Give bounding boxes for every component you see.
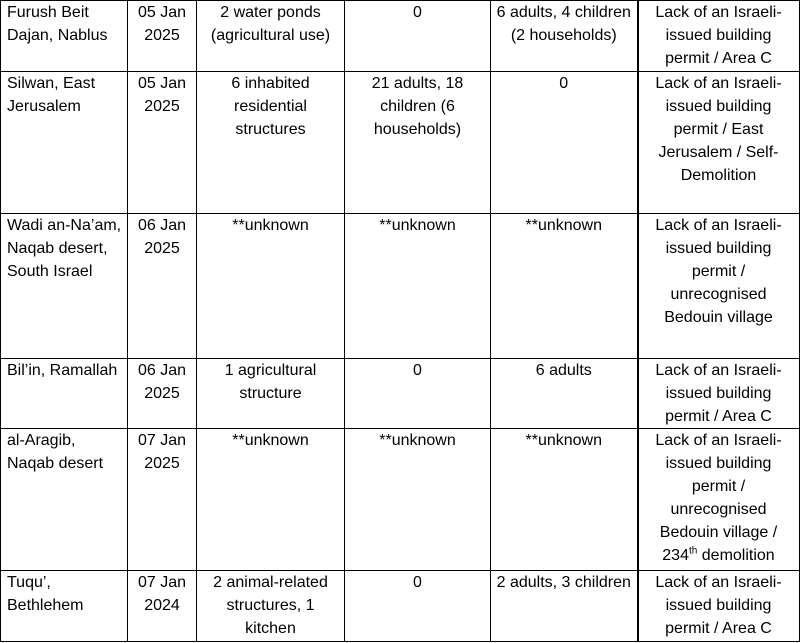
displaced-cell: 0 xyxy=(345,359,491,429)
structures-cell: **unknown xyxy=(197,214,345,359)
table-row xyxy=(1,214,800,359)
structures-cell: 1 agricultural structure xyxy=(197,359,345,429)
displaced-cell: **unknown xyxy=(345,429,491,571)
displaced-cell: 0 xyxy=(345,1,491,72)
date-cell: 07 Jan 2025 xyxy=(128,429,197,571)
date-cell: 07 Jan 2024 xyxy=(128,571,197,642)
table-row xyxy=(1,571,800,642)
structures-cell: 2 animal-related structures, 1 kitchen xyxy=(197,571,345,642)
reason-ordinal-suffix: th xyxy=(688,545,698,557)
date-cell: 05 Jan 2025 xyxy=(128,1,197,72)
reason-text: Lack of an Israeli-issued building permit / unrecognised Bedouin village / xyxy=(655,432,782,541)
reason-cell: Lack of an Israeli-issued building permit / East Jerusalem / Self-Demolition xyxy=(638,72,800,214)
affected-cell: 2 adults, 3 children xyxy=(491,571,638,642)
table-row xyxy=(1,359,800,429)
date-cell: 06 Jan 2025 xyxy=(128,359,197,429)
date-cell: 06 Jan 2025 xyxy=(128,214,197,359)
location-cell: Bil’in, Ramallah xyxy=(1,359,128,429)
displaced-cell: **unknown xyxy=(345,214,491,359)
reason-cell: Lack of an Israeli-issued building permit / Area C xyxy=(638,571,800,642)
structures-cell: **unknown xyxy=(197,429,345,571)
location-cell: Tuqu’, Bethlehem xyxy=(1,571,128,642)
displaced-cell: 0 xyxy=(345,571,491,642)
reason-cell: Lack of an Israeli-issued building permit / Area C xyxy=(638,1,800,72)
affected-cell: 6 adults, 4 children (2 households) xyxy=(491,1,638,72)
location-cell: Furush Beit Dajan, Nablus xyxy=(1,1,128,72)
location-cell: al-Aragib, Naqab desert xyxy=(1,429,128,571)
structures-cell: 2 water ponds (agricultural use) xyxy=(197,1,345,72)
displaced-cell: 21 adults, 18 children (6 households) xyxy=(345,72,491,214)
date-cell: 05 Jan 2025 xyxy=(128,72,197,214)
reason-cell: Lack of an Israeli-issued building permit / Area C xyxy=(638,359,800,429)
reason-ordinal-number: 234 xyxy=(662,547,689,564)
affected-cell: **unknown xyxy=(491,214,638,359)
affected-cell: **unknown xyxy=(491,429,638,571)
affected-cell: 6 adults xyxy=(491,359,638,429)
location-cell: Silwan, East Jerusalem xyxy=(1,72,128,214)
table-row xyxy=(1,429,800,571)
reason-tail: demolition xyxy=(697,547,775,564)
location-cell: Wadi an-Na’am, Naqab desert, South Israel xyxy=(1,214,128,359)
reason-cell xyxy=(638,429,800,571)
structures-cell: 6 inhabited residential structures xyxy=(197,72,345,214)
table-row xyxy=(1,1,800,72)
reason-cell: Lack of an Israeli-issued building permit / unrecognised Bedouin village xyxy=(638,214,800,359)
table-row xyxy=(1,72,800,214)
affected-cell: 0 xyxy=(491,72,638,214)
